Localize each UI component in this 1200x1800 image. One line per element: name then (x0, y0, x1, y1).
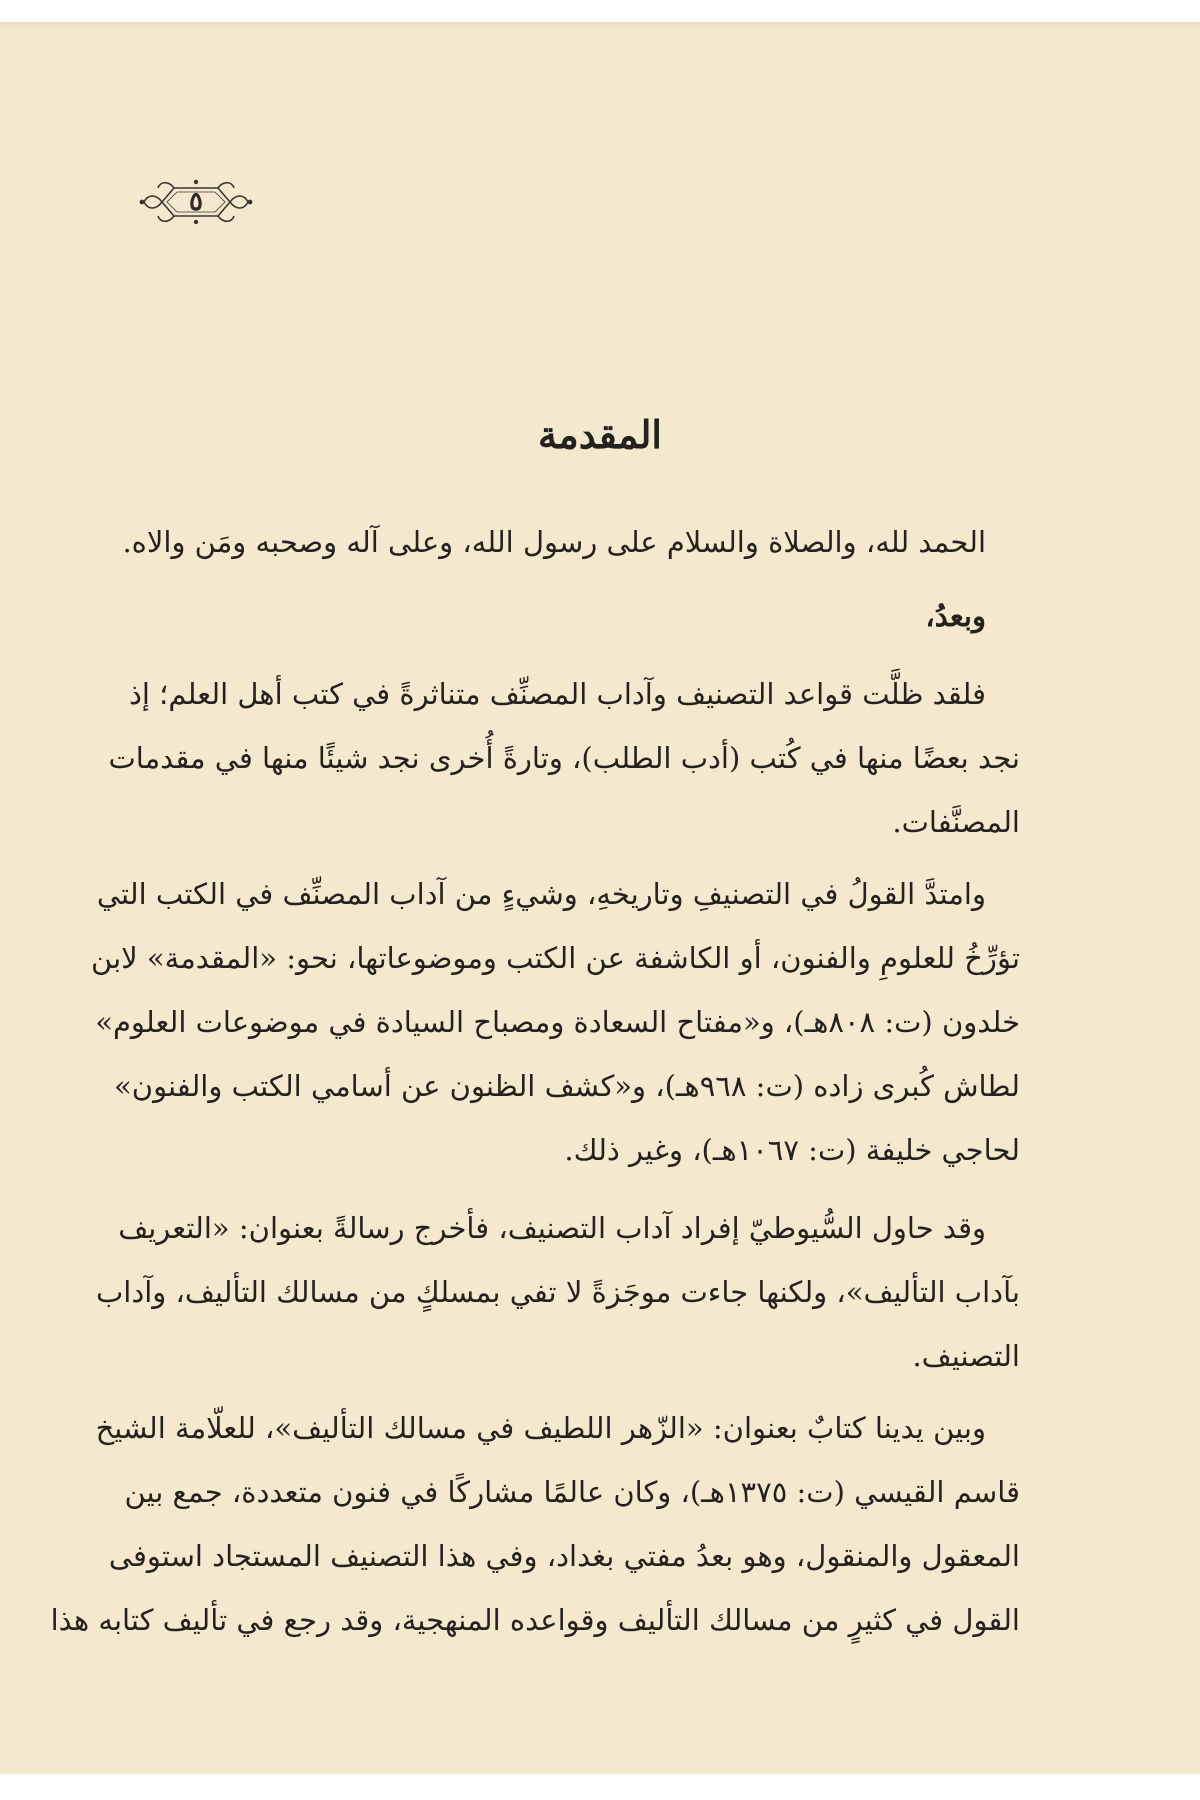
text-line: الحمد لله، والصلاة والسلام على رسول الله، وعلى آله وصحبه ومَن والاه. (122, 525, 986, 559)
paragraph-1 (122, 510, 1020, 574)
text-line: بآداب التأليف»، ولكنها جاءت موجَزةً لا تفي بمسلكٍ من مسالك التأليف، وآداب (95, 1275, 1020, 1309)
text-line: المعقول والمنقول، وهو بعدُ مفتي بغداد، وفي هذا التصنيف المستجاد استوفى (108, 1539, 1020, 1573)
text-line: تؤرِّخُ للعلومِ والفنون، أو الكاشفة عن الكتب وموضوعاتها، نحو: «المقدمة» لابن (91, 941, 1020, 975)
text-line: وبين يدينا كتابٌ بعنوان: «الزّهر اللطيف في مسالك التأليف»، للعلّامة الشيخ (95, 1411, 986, 1445)
text-line: وقد حاول السُّيوطيّ إفراد آداب التصنيف، فأخرج رسالةً بعنوان: «التعريف (118, 1211, 986, 1245)
chapter-title: المقدمة (537, 412, 662, 457)
text-line: القول في كثيرٍ من مسالك التأليف وقواعده المنهجية، وقد رجع في تأليف كتابه هذا (50, 1603, 1020, 1637)
text-line: التصنيف. (912, 1339, 1020, 1373)
text-line: نجد بعضًا منها في كُتب (أدب الطلب)، وتارةً أُخرى نجد شيئًا منها في مقدمات (108, 741, 1020, 775)
paragraph-6 (50, 1396, 1020, 1652)
paragraph-2 (148, 584, 1020, 648)
text-line: لطاش كُبرى زاده (ت: ٩٦٨هـ)، و«كشف الظنون عن أسامي الكتب والفنون» (114, 1069, 1020, 1103)
text-line: قاسم القيسي (ت: ١٣٧٥هـ)، وكان عالمًا مشاركًا في فنون متعددة، جمع بين (124, 1475, 1020, 1509)
text-line: وبعدُ، (925, 599, 986, 633)
page-number-ornament (138, 174, 254, 230)
text-line: خلدون (ت: ٨٠٨هـ)، و«مفتاح السعادة ومصباح السيادة في موضوعات العلوم» (95, 1005, 1020, 1039)
text-line: لحاجي خليفة (ت: ١٠٦٧هـ)، وغير ذلك. (564, 1133, 1020, 1167)
text-line: المصنَّفات. (892, 805, 1020, 839)
page-edge-shadow (0, 22, 1200, 28)
book-page (0, 22, 1200, 1774)
page-number: ٥ (189, 187, 203, 217)
text-line: وامتدَّ القولُ في التصنيفِ وتاريخهِ، وشيءٍ من آداب المصنِّف في الكتب التي (96, 877, 986, 911)
paragraph-4 (91, 862, 1020, 1182)
paragraph-3 (108, 662, 1020, 854)
paragraph-5 (95, 1196, 1020, 1388)
text-line: فلقد ظلَّت قواعد التصنيف وآداب المصنِّف متناثرةً في كتب أهل العلم؛ إذ (128, 677, 986, 711)
